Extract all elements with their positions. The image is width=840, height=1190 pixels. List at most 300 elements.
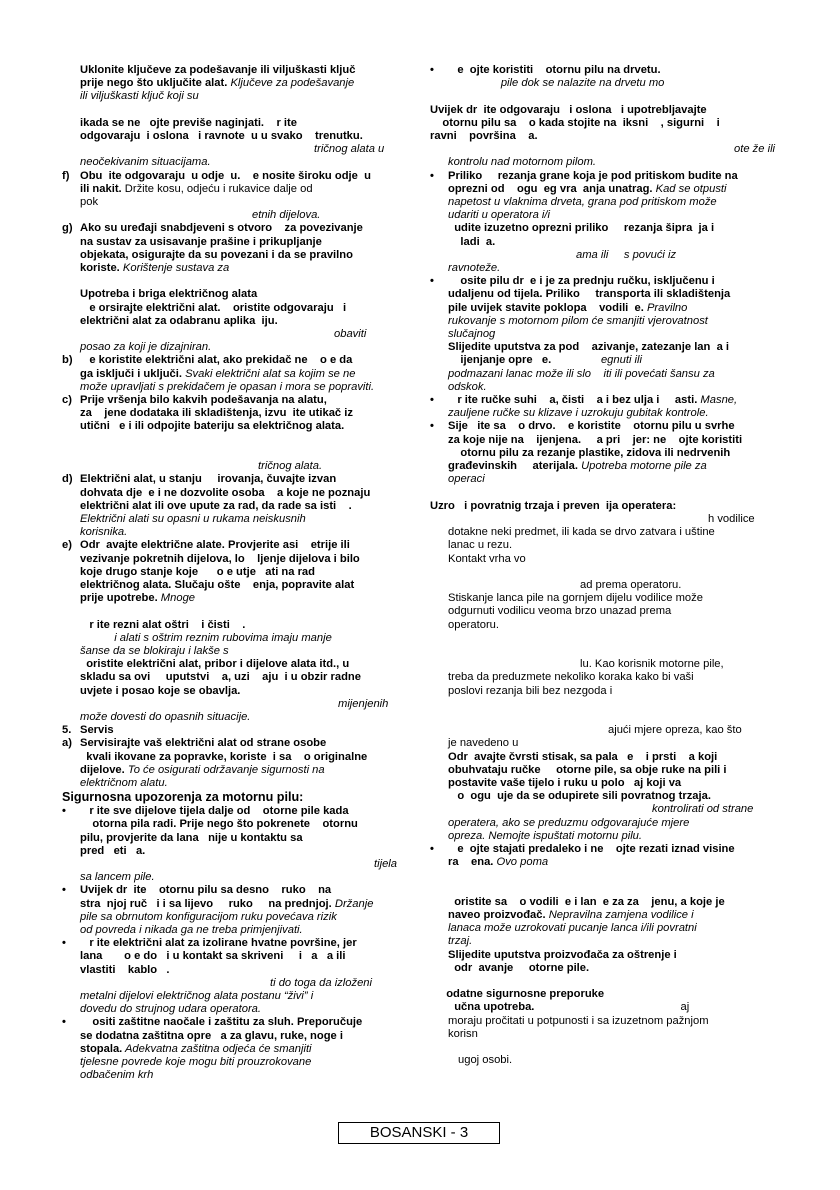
text-line	[62, 805, 409, 818]
text-line	[62, 249, 409, 262]
text-line	[430, 407, 778, 420]
italic-text: Ključeve za podešavanje	[227, 77, 355, 90]
text-line	[430, 988, 778, 1001]
text-line	[62, 222, 409, 235]
bold-text: Sije ite sa o drvo. e koristite otornu pilu u svrhe	[448, 420, 735, 433]
bold-text: otorna pila radi. Prije nego što pokrenete otornu	[80, 818, 358, 831]
text-line	[430, 143, 778, 156]
list-marker: •	[62, 937, 66, 950]
list-marker: a)	[62, 737, 72, 750]
text-line	[430, 777, 778, 790]
text-line	[430, 315, 778, 328]
body-text: korisn	[448, 1027, 478, 1040]
text-line	[62, 117, 409, 130]
text-line	[62, 950, 409, 963]
text-line	[430, 249, 778, 262]
italic-text: etnih dijelova.	[252, 209, 321, 222]
bold-text: Električni alat, u stanju irovanja, čuvajte izvan	[80, 473, 337, 486]
page-footer	[338, 1122, 500, 1144]
text-line	[62, 871, 409, 884]
text-line	[62, 341, 409, 354]
text-line	[430, 1015, 778, 1028]
bold-text: vlastiti kablo .	[80, 963, 170, 976]
italic-text: rukovanje s motornom pilom će smanjiti vjerovatnost	[448, 314, 708, 327]
bold-text: električni alat za odabranu aplika iju.	[80, 314, 278, 327]
italic-text: Masne,	[697, 394, 738, 407]
bold-text: dohvata dje e i ne dozvolite osoba a koje ne poznaju	[80, 486, 371, 499]
italic-text: tijela	[374, 857, 398, 870]
bold-text: Servisirajte vaš električni alat od strane osobe	[80, 737, 327, 750]
bold-text: za jene dodataka ili skladištenja, izvu ite utikač iz	[80, 407, 353, 420]
text-line	[62, 1056, 409, 1069]
bold-text: ladi a.	[448, 235, 496, 248]
text-line	[62, 737, 409, 750]
body-text: Kontakt vrha vo	[448, 552, 526, 565]
page-number-label: BOSANSKI - 3	[369, 1124, 469, 1141]
bold-text: prije nego što uključite alat.	[80, 77, 228, 90]
list-marker: f)	[62, 169, 70, 182]
text-line	[430, 275, 778, 288]
bold-text: kvali ikovane za popravke, koriste i sa o originalne	[80, 750, 368, 763]
text-line	[430, 856, 778, 869]
bold-text: naveo proizvođač.	[448, 909, 546, 921]
text-line	[62, 671, 409, 684]
text-line	[62, 420, 409, 433]
body-text: Stiskanje lanca pile na gornjem dijelu vodilice može	[448, 592, 703, 605]
body-text: moraju pročitati u potpunosti i sa izuzetnom pažnjom	[448, 1014, 709, 1027]
text-line	[62, 539, 409, 552]
body-text: treba da preduzmete nekoliko koraka kako bi vaši	[448, 671, 694, 684]
italic-text: šanse da se blokiraju i lakše s	[80, 644, 229, 657]
text-line	[430, 513, 778, 526]
bold-text: građevinskih aterijala.	[448, 460, 578, 473]
text-line	[430, 843, 778, 856]
text-line	[430, 869, 778, 882]
italic-text: lanaca može uzrokovati pucanje lanca i/ili povratni	[448, 922, 697, 935]
text-line	[62, 1003, 409, 1016]
list-marker: •	[430, 64, 434, 76]
bold-text: postavite vaše tijelo i ruku u polo aj koji va	[448, 776, 682, 789]
text-line	[62, 302, 409, 315]
italic-text: od povreda i nikada ga ne treba primjenjivati.	[80, 924, 303, 936]
text-line	[62, 434, 409, 447]
text-line	[430, 209, 778, 222]
bold-text: Uzro i povratnig trzaja i preven ija operatera:	[430, 499, 677, 512]
italic-text: Nepravilna zamjena vodilice i	[545, 909, 694, 921]
text-line	[62, 579, 409, 592]
text-line	[62, 209, 409, 222]
text-line	[62, 592, 409, 605]
bold-text: Slijedite uputstva za pod azivanje, zatezanje lan a i	[448, 341, 730, 354]
italic-text: pile sa obrnutom konfiguracijom ruku povećava rizik	[80, 910, 337, 923]
italic-text: odskok.	[448, 380, 487, 393]
text-line	[430, 909, 778, 922]
bold-text: objekata, osigurajte da su povezani i da se pravilno	[80, 248, 353, 261]
bold-text: Obu ite odgovaraju u odje u. e nosite široku odje u	[80, 169, 371, 182]
text-line	[62, 977, 409, 990]
text-line	[430, 566, 778, 579]
italic-text: egnuti ili	[551, 354, 642, 367]
bold-text: otornu pilu sa o kada stojite na iksni , sigurni i	[430, 116, 720, 129]
bold-text: oprezni od ogu eg vra anja unatrag.	[448, 182, 653, 195]
bold-text: r ite ručke suhi a, čisti a i bez ulja i asti.	[448, 394, 698, 407]
italic-text: odbačenim krh	[80, 1069, 154, 1082]
italic-text: udariti u operatora i/i	[448, 209, 550, 222]
text-line	[62, 911, 409, 924]
text-line	[62, 764, 409, 777]
text-line	[430, 658, 778, 671]
italic-text: ote že ili	[734, 143, 776, 156]
left-column	[62, 64, 409, 1082]
bold-text: Uklonite ključeve za podešavanje ili viljuškasti ključ	[80, 64, 356, 76]
text-line	[62, 460, 409, 473]
text-line	[62, 845, 409, 858]
bold-text: r ite rezni alat oštri i čisti .	[80, 618, 246, 631]
text-line	[62, 605, 409, 618]
text-line	[430, 962, 778, 975]
bold-text: Slijedite uputstva proizvođača za oštrenje i	[448, 948, 677, 961]
text-line	[430, 354, 778, 367]
list-marker: e)	[62, 539, 72, 552]
text-line	[430, 156, 778, 169]
bold-text: stopala.	[80, 1042, 123, 1055]
bold-text: se dodatna zaštitna opre a za glavu, ruke, noge i	[80, 1029, 343, 1042]
text-line	[62, 104, 409, 117]
bold-text: Priliko rezanja grane koja je pod pritiskom budite na	[448, 169, 738, 182]
text-line	[430, 790, 778, 803]
text-line	[62, 632, 409, 645]
text-line	[430, 328, 778, 341]
italic-text: Ovo poma	[493, 856, 549, 869]
bold-text: pile uvijek stavite poklopa vodili e.	[448, 301, 644, 314]
italic-text: ti do toga da izloženi	[270, 976, 372, 989]
text-line	[430, 619, 778, 632]
bold-text: ositi zaštitne naočale i zaštitu za sluh. Preporučuje	[80, 1016, 363, 1029]
italic-text: opreza. Nemojte ispuštati motornu pilu.	[448, 829, 643, 842]
italic-text: ravnoteže.	[448, 262, 501, 275]
text-line	[430, 685, 778, 698]
text-line	[62, 288, 409, 301]
italic-text: Adekvatna zaštitna odjeća će smanjiti	[122, 1042, 312, 1055]
text-line	[62, 354, 409, 367]
text-line	[62, 818, 409, 831]
italic-text: Svaki električni alat sa kojim se ne	[181, 367, 356, 380]
italic-text: Korištenje sustava za	[119, 262, 230, 275]
text-line	[62, 790, 409, 805]
bold-text: e ojte stajati predaleko i ne ojte rezati iznad visine	[448, 842, 735, 855]
bold-text: Odr avajte električne alate. Provjerite asi etrije ili	[80, 539, 350, 552]
list-marker: •	[430, 275, 434, 288]
text-line	[62, 658, 409, 671]
bold-text: ravni površina a.	[430, 130, 538, 143]
bold-text: Servis	[80, 724, 114, 737]
text-line	[430, 935, 778, 948]
bold-text: e ojte koristiti otornu pilu na drvetu.	[448, 64, 661, 76]
body-text: odgurnuti vodilicu veoma brzo unazad prema	[448, 605, 672, 618]
text-line	[430, 368, 778, 381]
text-line	[62, 473, 409, 486]
text-line	[62, 1016, 409, 1029]
text-line	[62, 196, 409, 209]
bold-text: e koristite električni alat, ako prekidač ne o e da	[80, 354, 353, 367]
text-line	[430, 1028, 778, 1041]
italic-text: sa lancem pile.	[80, 871, 155, 884]
body-text: lanac u rezu.	[448, 539, 513, 552]
bold-text: ga isključi i uključi.	[80, 367, 182, 380]
italic-text: korisnika.	[80, 526, 128, 539]
bold-text: vezivanje pokretnih dijelova, lo ljenje dijelova i bilo	[80, 552, 360, 565]
text-line	[62, 751, 409, 764]
text-line	[62, 884, 409, 897]
text-line	[430, 473, 778, 486]
italic-text: slučajnog	[448, 328, 496, 341]
text-line	[62, 619, 409, 632]
text-line	[430, 949, 778, 962]
bold-text: odatne sigurnosne preporuke	[440, 988, 605, 1001]
bold-text: osite pilu dr e i je za prednju ručku, isključenu i	[448, 275, 715, 288]
text-line	[430, 262, 778, 275]
text-line	[62, 566, 409, 579]
text-line	[62, 77, 409, 90]
text-line	[62, 898, 409, 911]
bold-text: r ite sve dijelove tijela dalje od otorne pile kada	[80, 805, 349, 818]
bold-text: prije upotrebe.	[80, 592, 158, 605]
bold-text: za koje nije na ijenjena. a pri jer: ne ojte koristiti	[448, 433, 743, 446]
text-line	[430, 632, 778, 645]
text-line	[430, 236, 778, 249]
text-line	[62, 1043, 409, 1056]
text-line	[430, 645, 778, 658]
text-line	[430, 922, 778, 935]
bold-text: pred eti a.	[80, 844, 146, 857]
text-line	[430, 381, 778, 394]
italic-text: Električni alati su opasni u rukama neiskusnih	[80, 512, 306, 525]
text-line	[430, 711, 778, 724]
body-text: lu. Kao korisnik motorne pile,	[580, 658, 724, 671]
bold-text: Upotreba i briga električnog alata	[80, 288, 258, 301]
text-line	[62, 553, 409, 566]
text-line	[62, 315, 409, 328]
bold-text: odr avanje otorne pile.	[448, 961, 590, 974]
text-line	[430, 671, 778, 684]
bold-text: Uvijek dr ite otornu pilu sa desno ruko na	[80, 884, 332, 897]
italic-text: ili viljuškasti ključ koji su	[80, 90, 199, 103]
italic-text: kontrolu nad motornom pilom.	[448, 156, 596, 169]
text-line	[62, 1030, 409, 1043]
italic-text: metalni dijelovi električnog alata postanu “živi” i	[80, 990, 314, 1003]
text-line	[430, 487, 778, 500]
text-line	[430, 341, 778, 354]
italic-text: Držanje	[331, 897, 374, 910]
bold-text: Sigurnosna upozorenja za motornu pilu:	[62, 790, 304, 805]
bold-text: električnog alata. Slučaju ošte enja, popravite alat	[80, 578, 355, 591]
text-line	[430, 394, 778, 407]
bold-text: o ogu uje da se odupirete sili povratnog trzaja.	[448, 790, 711, 803]
body-text: pok	[80, 196, 99, 209]
bold-text: stra njoj ruč i i sa lijevo ruko na prednjoj.	[80, 897, 332, 910]
text-line	[430, 553, 778, 566]
text-line	[430, 500, 778, 513]
italic-text: pile dok se nalazite na drvetu mo	[448, 77, 665, 90]
text-line	[62, 90, 409, 103]
list-marker: •	[430, 394, 434, 407]
bold-text: oristite električni alat, pribor i dijelove alata itd., u	[80, 658, 350, 671]
text-line	[62, 645, 409, 658]
text-line	[62, 724, 409, 737]
text-line	[430, 579, 778, 592]
list-marker: g)	[62, 222, 73, 235]
text-line	[430, 539, 778, 552]
text-line	[430, 751, 778, 764]
bold-text: ikada se ne ojte previše naginjati. r ite	[80, 116, 297, 129]
body-text: aj	[534, 1001, 690, 1014]
italic-text: Pravilno	[643, 301, 688, 314]
bold-text: pilu, provjerite da lana nije u kontaktu sa	[80, 831, 303, 844]
italic-text: podmazani lanac može ili slo iti ili povećati šansu za	[448, 367, 715, 380]
italic-text: dovedu do strujnog udara operatora.	[80, 1003, 261, 1016]
text-line	[62, 487, 409, 500]
bold-text: koje drugo stanje koje o e utje ati na rad	[80, 565, 315, 578]
text-line	[62, 1069, 409, 1082]
text-line	[430, 196, 778, 209]
text-line	[430, 883, 778, 896]
bold-text: Odr avajte čvrsti stisak, sa pala e i prsti a koji	[448, 750, 718, 763]
text-line	[62, 990, 409, 1003]
italic-text: Upotreba motorne pile za	[577, 460, 707, 473]
text-line	[62, 236, 409, 249]
text-line	[62, 381, 409, 394]
body-text: ad prema operatoru.	[580, 578, 682, 591]
bold-text: uvjete i posao koje se obavlja.	[80, 684, 241, 697]
text-line	[430, 130, 778, 143]
text-line	[430, 724, 778, 737]
italic-text: mijenjenih	[338, 697, 389, 710]
text-line	[62, 526, 409, 539]
bold-text: učna upotreba.	[448, 1001, 535, 1014]
bold-text: Uvijek dr ite odgovaraju i oslona i upotrebljavajte	[430, 103, 707, 116]
text-line	[430, 803, 778, 816]
text-line	[62, 368, 409, 381]
bold-text: Prije vršenja bilo kakvih podešavanja na alatu,	[80, 394, 327, 407]
body-text: poslovi rezanja bili bez nezgoda i	[448, 684, 613, 697]
bold-text: r ite električni alat za izolirane hvatne površine, jer	[80, 937, 357, 950]
text-line	[430, 77, 778, 90]
text-line	[62, 394, 409, 407]
italic-text: trzaj.	[448, 935, 473, 948]
right-column	[430, 64, 778, 1067]
body-text: Držite kosu, odjeću i rukavice dalje od	[121, 182, 313, 195]
bold-text: Ako su uređaji snabdjeveni s otvoro za povezivanje	[80, 222, 363, 235]
list-marker: •	[430, 420, 434, 433]
text-line	[62, 513, 409, 526]
body-text: h vodilice	[708, 512, 755, 525]
list-marker: c)	[62, 394, 72, 407]
body-text: dotakne neki predmet, ili kada se drvo zatvara i uštine	[448, 526, 715, 539]
text-line	[430, 817, 778, 830]
text-line	[62, 711, 409, 724]
text-line	[62, 698, 409, 711]
text-line	[430, 1001, 778, 1014]
text-line	[430, 288, 778, 301]
list-marker: •	[62, 805, 66, 818]
text-line	[430, 302, 778, 315]
text-line	[430, 170, 778, 183]
text-line	[430, 222, 778, 235]
body-text: ajući mjere opreza, kao što	[608, 724, 742, 737]
text-line	[430, 64, 778, 77]
text-line	[430, 117, 778, 130]
text-line	[62, 964, 409, 977]
text-line	[62, 924, 409, 937]
bold-text: udite izuzetno oprezni priliko rezanja šipra ja i	[448, 222, 715, 235]
bold-text: koriste.	[80, 262, 120, 275]
italic-text: Kad se otpusti	[652, 182, 727, 195]
bold-text: oristite sa o vodili e i lan e za za jenu, a koje je	[448, 895, 725, 908]
bold-text: skladu sa ovi uputstvi a, uzi aju i u obzir radne	[80, 671, 361, 684]
list-marker: d)	[62, 473, 73, 486]
text-line	[430, 605, 778, 618]
list-marker: b)	[62, 354, 73, 367]
text-line	[430, 104, 778, 117]
italic-text: operatera, ako se preduzmu odgovarajuće mjere	[448, 816, 690, 829]
text-line	[430, 764, 778, 777]
bold-text: ra ena.	[448, 856, 494, 869]
text-line	[430, 698, 778, 711]
body-text: operatoru.	[448, 618, 499, 631]
text-line	[430, 434, 778, 447]
italic-text: može dovesti do opasnih situacije.	[80, 710, 251, 723]
text-line	[430, 830, 778, 843]
italic-text: tričnog alata.	[258, 460, 323, 473]
italic-text: neočekivanim situacijama.	[80, 156, 211, 169]
italic-text: može upravljati s prekidačem je opasan i mora se popraviti.	[80, 380, 375, 393]
text-line	[62, 64, 409, 77]
text-line	[430, 1054, 778, 1067]
bold-text: udaljenu od tijela. Priliko transporta ili skladištenja	[448, 288, 731, 301]
text-line	[62, 275, 409, 288]
bold-text: lana o e do i u kontakt sa skriveni i a a ili	[80, 950, 346, 963]
italic-text: To će osigurati održavanje sigurnosti na	[124, 763, 325, 776]
italic-text: Mnoge	[157, 592, 196, 605]
bold-text: ijenjanje opre e.	[448, 354, 552, 367]
bold-text: utični e i ili odpojite bateriju sa električnog alata.	[80, 420, 345, 433]
bold-text: dijelove.	[80, 763, 125, 776]
text-line	[430, 975, 778, 988]
italic-text: posao za koji je dizajniran.	[80, 341, 212, 354]
text-line	[430, 90, 778, 103]
text-line	[430, 896, 778, 909]
italic-text: obaviti	[334, 328, 367, 341]
bold-text: ili nakit.	[80, 182, 122, 195]
body-text: ugoj osobi.	[458, 1054, 513, 1067]
text-line	[430, 460, 778, 473]
bold-text: obuhvataju ručke otorne pile, sa obje ruke na pili i	[448, 763, 727, 776]
text-line	[62, 832, 409, 845]
text-line	[430, 447, 778, 460]
italic-text: napetost u vlaknima drveta, grana pod pritiskom može	[448, 196, 717, 209]
bold-text: na sustav za usisavanje prašine i prikupljanje	[80, 235, 322, 248]
bold-text: električni alat ili ove upute za rad, da rade sa isti .	[80, 499, 352, 512]
list-marker: •	[430, 169, 434, 182]
text-line	[62, 407, 409, 420]
text-line	[62, 858, 409, 871]
text-line	[430, 1041, 778, 1054]
text-line	[62, 500, 409, 513]
italic-text: električnom alatu.	[80, 776, 168, 789]
italic-text: kontrolirati od strane	[652, 803, 754, 816]
italic-text: operaci	[448, 473, 485, 486]
list-marker: 5.	[62, 724, 72, 737]
